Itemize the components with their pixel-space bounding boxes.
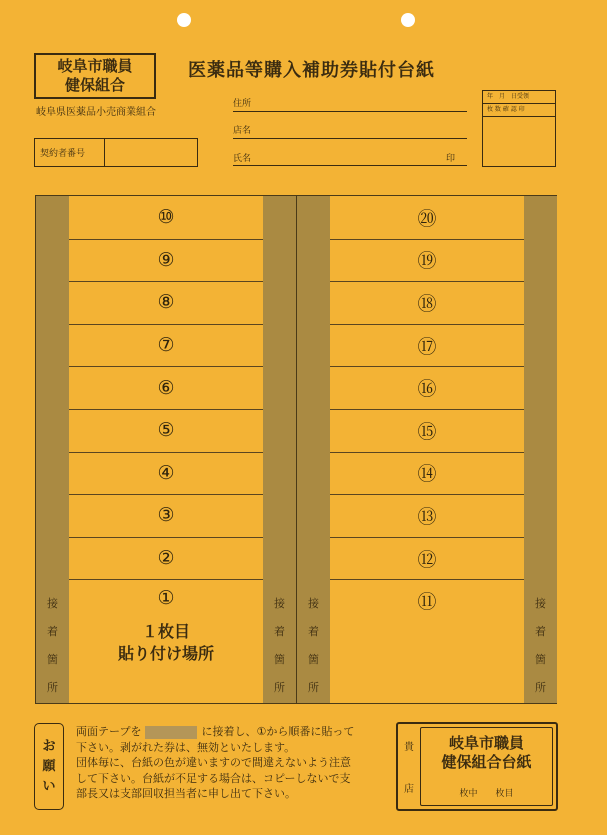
stamp-side-char: 貴 <box>404 741 414 753</box>
name-line[interactable] <box>233 165 467 166</box>
glue-label <box>36 593 69 705</box>
voucher-slot[interactable]: ② <box>69 537 263 581</box>
voucher-slot[interactable]: ⑩ <box>69 196 263 240</box>
contract-number-input[interactable] <box>105 139 197 166</box>
voucher-slot[interactable]: ⑦ <box>69 324 263 368</box>
glue-label-char: 所 <box>47 681 58 695</box>
glue-label-char: 箇 <box>274 653 285 667</box>
glue-label-char: 接 <box>535 597 546 611</box>
glue-label-char: 接 <box>308 597 319 611</box>
glue-label-char: 着 <box>535 625 546 639</box>
glue-label-char: 箇 <box>308 653 319 667</box>
notice-line2: 下さい。剥がれた券は、無効といたします。 <box>76 740 296 754</box>
voucher-slot[interactable]: ⑲ <box>330 239 524 283</box>
first-place-label <box>69 621 263 665</box>
voucher-slot[interactable]: ④ <box>69 452 263 496</box>
voucher-slot[interactable]: ⑪ <box>417 591 437 614</box>
voucher-slot[interactable]: ⑫ <box>330 537 524 581</box>
notice-char: 願 <box>42 758 56 774</box>
voucher-slot[interactable]: ③ <box>69 494 263 538</box>
stamp-side-char: 店 <box>404 784 414 796</box>
voucher-slot[interactable]: ⑤ <box>69 409 263 453</box>
glue-label-char: 所 <box>308 681 319 695</box>
receipt-stamp-box <box>482 90 556 167</box>
voucher-slot[interactable]: ⑭ <box>330 452 524 496</box>
stamp-inner-frame <box>420 727 553 806</box>
stamp-title-line2: 健保組合台紙 <box>441 753 532 771</box>
glue-label-char: 着 <box>308 625 319 639</box>
tape-swatch <box>145 726 197 739</box>
punch-hole-left <box>177 13 191 27</box>
voucher-slot[interactable]: ⑥ <box>69 366 263 410</box>
glue-label <box>263 593 296 705</box>
receipt-confirm-row: 枚 数 確 認 印 <box>483 104 555 117</box>
voucher-column-right <box>296 196 557 703</box>
glue-label-char: 箇 <box>47 653 58 667</box>
notice-label <box>34 723 64 810</box>
shop-line[interactable] <box>233 138 467 139</box>
voucher-slot[interactable]: ① <box>157 587 175 610</box>
glue-label-char: 接 <box>274 597 285 611</box>
issuer-line2: 健保組合 <box>64 76 125 94</box>
contract-number-label: 契約者番号 <box>35 139 105 166</box>
first-place-line: １枚目 <box>141 622 190 642</box>
receipt-date-row: 年 月 日受領 <box>483 91 555 104</box>
stamp-count: 枚中 枚目 <box>459 789 514 799</box>
shop-label: 店名 <box>233 126 252 136</box>
notice-line3: 団体毎に、台紙の色が違いますので間違えないよう注意 <box>76 756 351 769</box>
glue-label-char: 所 <box>274 681 285 695</box>
name-label: 氏名 <box>233 154 252 164</box>
glue-label <box>524 593 557 705</box>
glue-label <box>297 593 330 705</box>
notice-char: お <box>42 738 56 754</box>
glue-label-char: 着 <box>274 625 285 639</box>
notice-line1-post: に接着し、①から順番に貼って <box>201 725 355 738</box>
voucher-slot[interactable]: ⑮ <box>330 409 524 453</box>
punch-hole-right <box>401 13 415 27</box>
voucher-slot[interactable]: ⑱ <box>330 281 524 325</box>
glue-label-char: 接 <box>47 597 58 611</box>
contract-number-field[interactable] <box>34 138 198 167</box>
voucher-slot[interactable]: ⑳ <box>330 196 524 240</box>
glue-label-char: 着 <box>47 625 58 639</box>
stamp-title <box>421 734 552 772</box>
stamp-side-label <box>398 724 420 809</box>
notice-line5: 部長又は支部回収担当者に申し出て下さい。 <box>76 787 296 800</box>
stamp-title-line1: 岐阜市職員 <box>448 734 524 752</box>
shop-stamp-box <box>396 722 558 811</box>
first-place-line: 貼り付け場所 <box>117 644 214 664</box>
voucher-slot[interactable]: ⑨ <box>69 239 263 283</box>
address-line[interactable] <box>233 111 467 112</box>
voucher-slot[interactable]: ⑬ <box>330 494 524 538</box>
voucher-slot[interactable]: ⑯ <box>330 366 524 410</box>
issuer-line1: 岐阜市職員 <box>57 57 133 75</box>
seal-mark: 印 <box>446 154 456 164</box>
page-title: 医薬品等購入補助券貼付台紙 <box>188 60 435 81</box>
voucher-grid <box>35 195 557 704</box>
issuer-box <box>34 53 156 99</box>
notice-char: い <box>42 778 56 794</box>
address-label: 住所 <box>233 99 252 109</box>
glue-label-char: 箇 <box>535 653 546 667</box>
voucher-slot[interactable]: ⑧ <box>69 281 263 325</box>
union-name: 岐阜県医薬品小売商業組合 <box>36 107 156 118</box>
glue-label-char: 所 <box>535 681 546 695</box>
notice-line1-pre: 両面テープを <box>76 725 142 738</box>
notice-text <box>76 724 388 802</box>
voucher-slot[interactable]: ⑰ <box>330 324 524 368</box>
voucher-column-left <box>36 196 296 703</box>
notice-line4: して下さい。台紙が不足する場合は、コピーしないで支 <box>76 771 351 785</box>
